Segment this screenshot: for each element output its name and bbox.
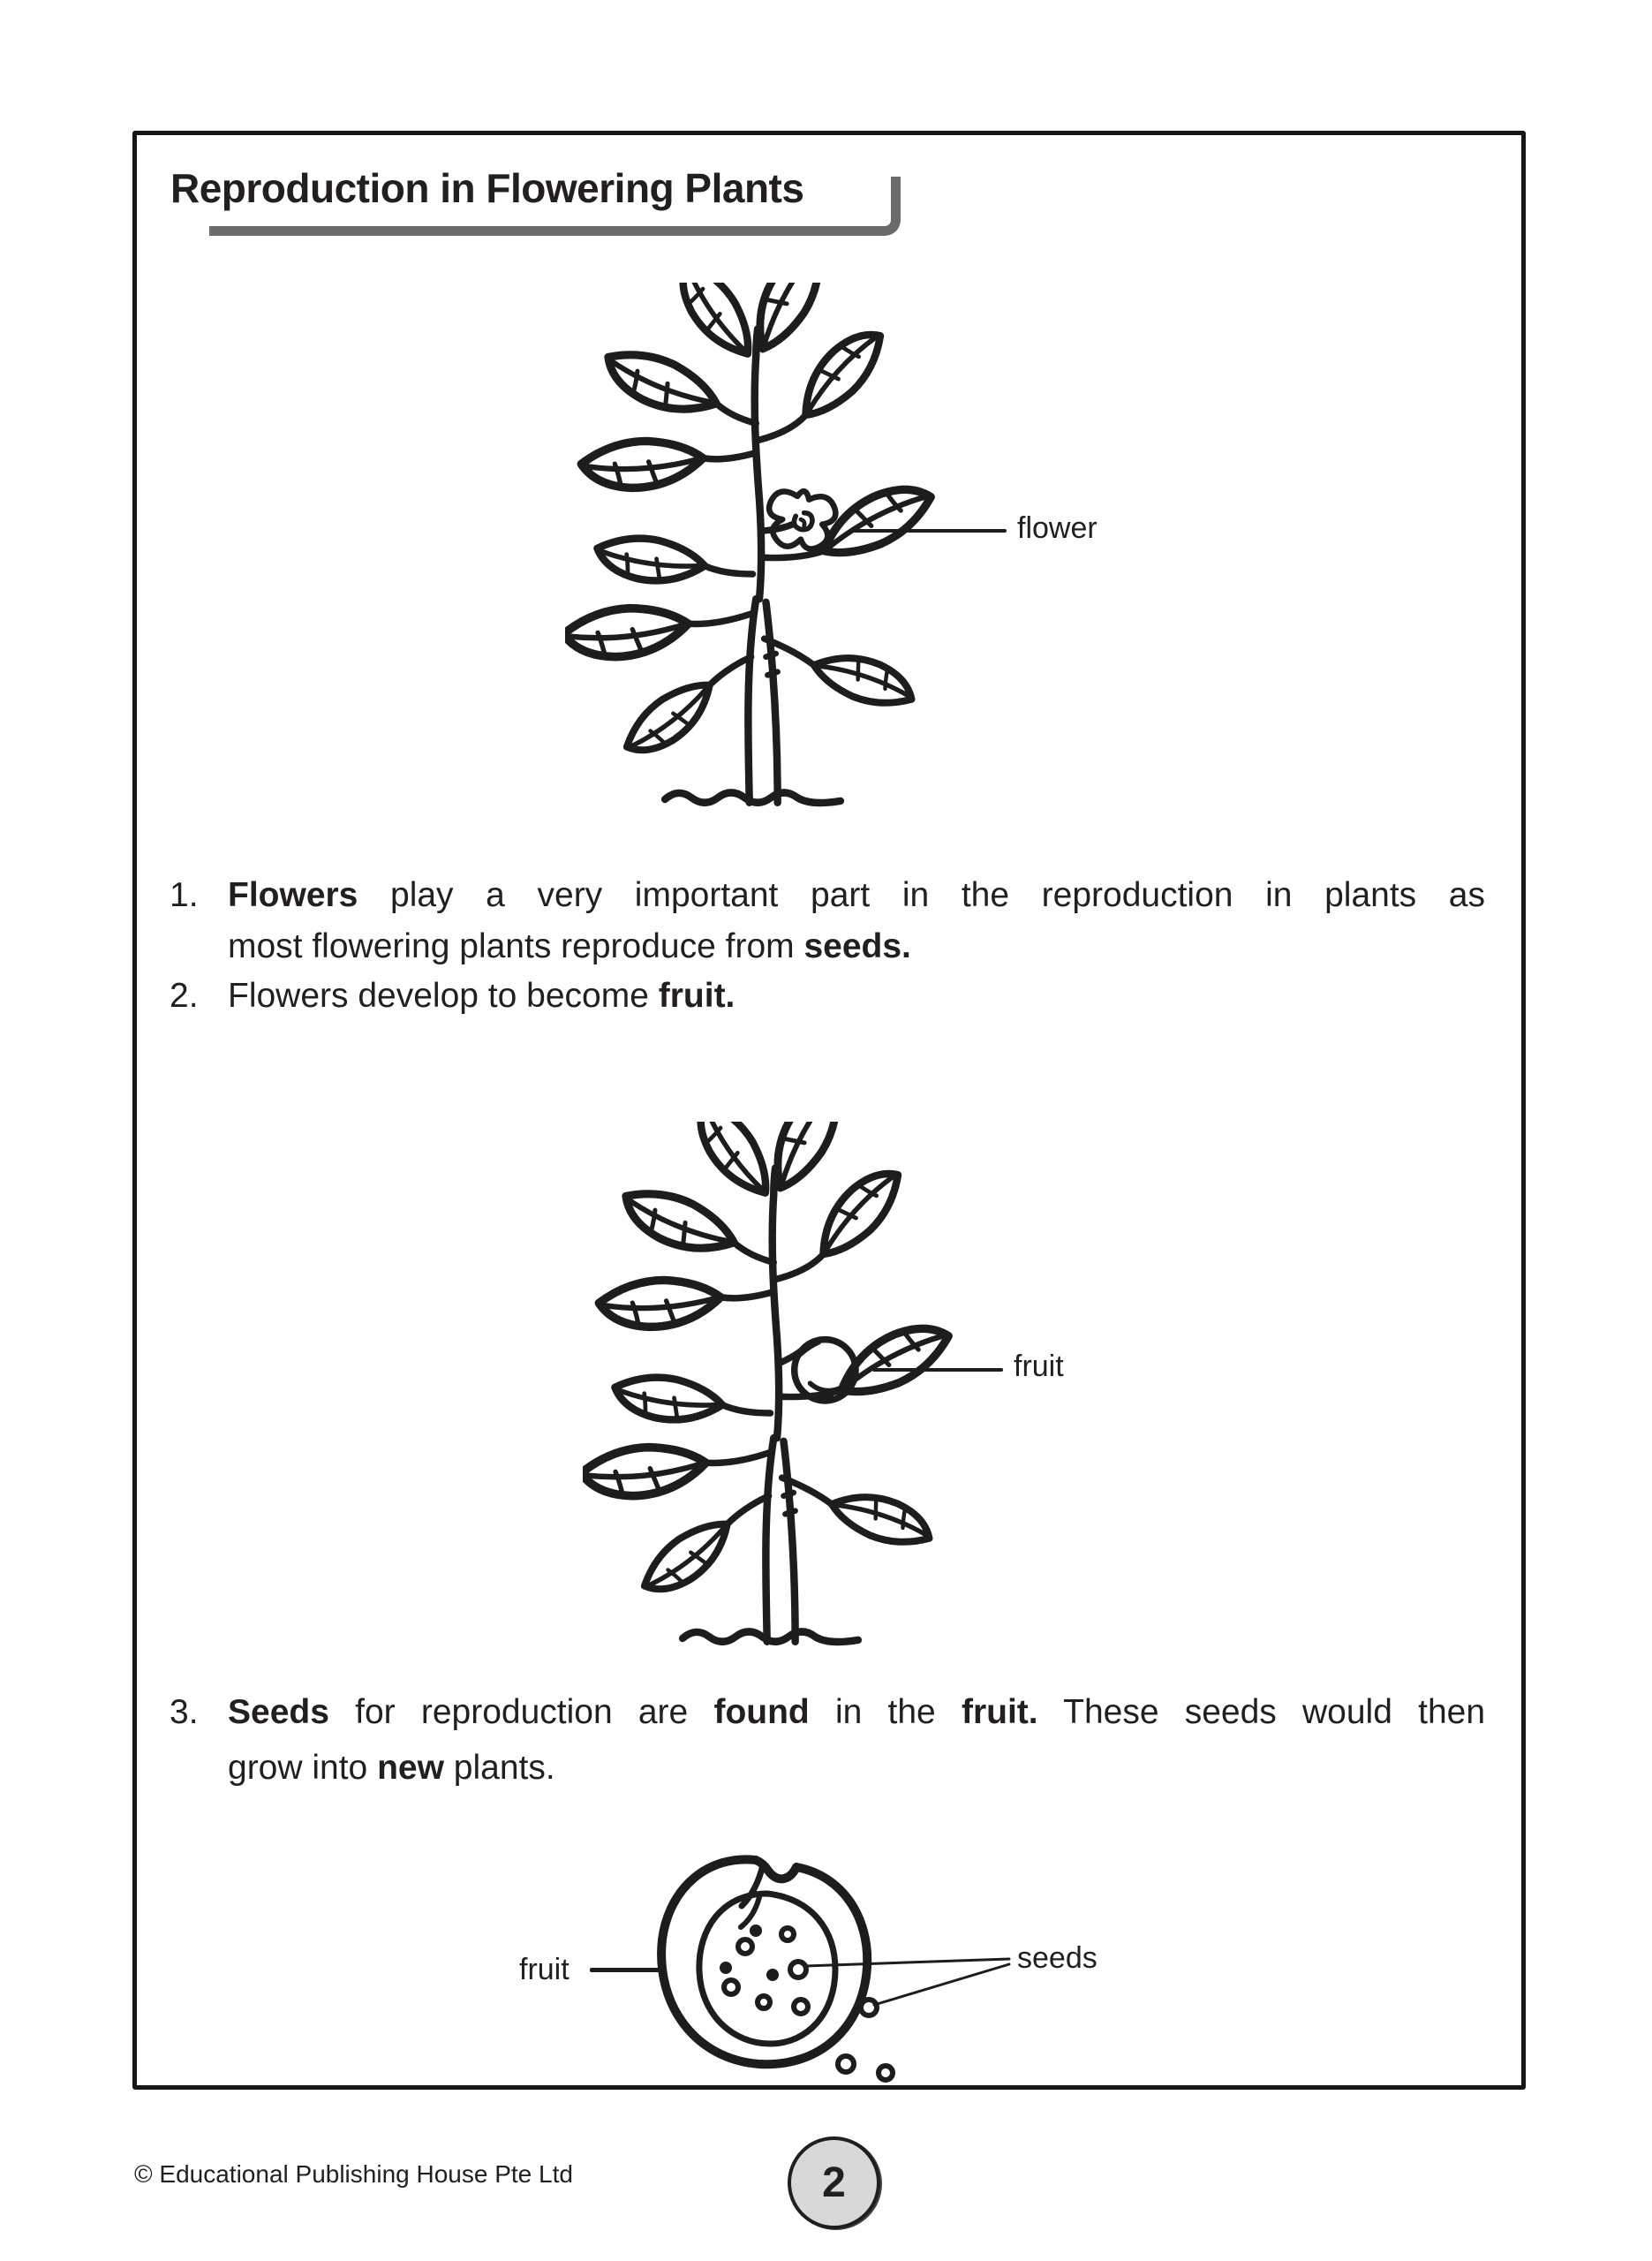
seeds-scattered <box>838 2000 893 2080</box>
list-item-1 <box>170 870 1487 972</box>
fruit-cross-section-label: fruit <box>519 1953 570 1986</box>
list-item-text: Flowers play a very important part in the reproduction in plants as most flowering plants reproduce from seeds. <box>228 876 1485 965</box>
flowering-plant-illustration <box>565 283 954 813</box>
list-item-text: Flowers develop to become fruit. <box>228 977 735 1015</box>
fruit-on-plant <box>795 1340 856 1401</box>
fruit-cross-pointer-line <box>590 1968 664 1972</box>
list-number: 3. <box>170 1693 199 1731</box>
page-number: 2 <box>822 2159 846 2206</box>
title-underline <box>209 177 901 236</box>
copyright-text: © Educational Publishing House Pte Ltd <box>134 2160 573 2188</box>
fruit-label: fruit <box>1014 1350 1064 1383</box>
flower-label: flower <box>1017 511 1098 545</box>
page-number-badge <box>788 2136 880 2229</box>
seeds-label: seeds <box>1017 1941 1098 1975</box>
list-number: 2. <box>170 977 199 1015</box>
page-title: Reproduction in Flowering Plants <box>170 165 804 211</box>
list-item-2 <box>170 971 1487 1022</box>
fruiting-plant-illustration <box>583 1122 971 1652</box>
seeds-inside-fruit <box>722 1927 808 2014</box>
list-item-text: Seeds for reproduction are found in the fruit. These seeds would then grow into new plants. <box>228 1693 1486 1787</box>
list-item-3 <box>170 1684 1487 1796</box>
fruit-pointer-line <box>872 1368 1003 1372</box>
flower-pointer-line <box>851 529 1007 533</box>
fruit-cross-section-illustration <box>494 1846 1024 2102</box>
list-number: 1. <box>170 876 199 914</box>
flower-blossom <box>769 491 835 548</box>
fruit-flesh-outline <box>699 1894 835 2044</box>
